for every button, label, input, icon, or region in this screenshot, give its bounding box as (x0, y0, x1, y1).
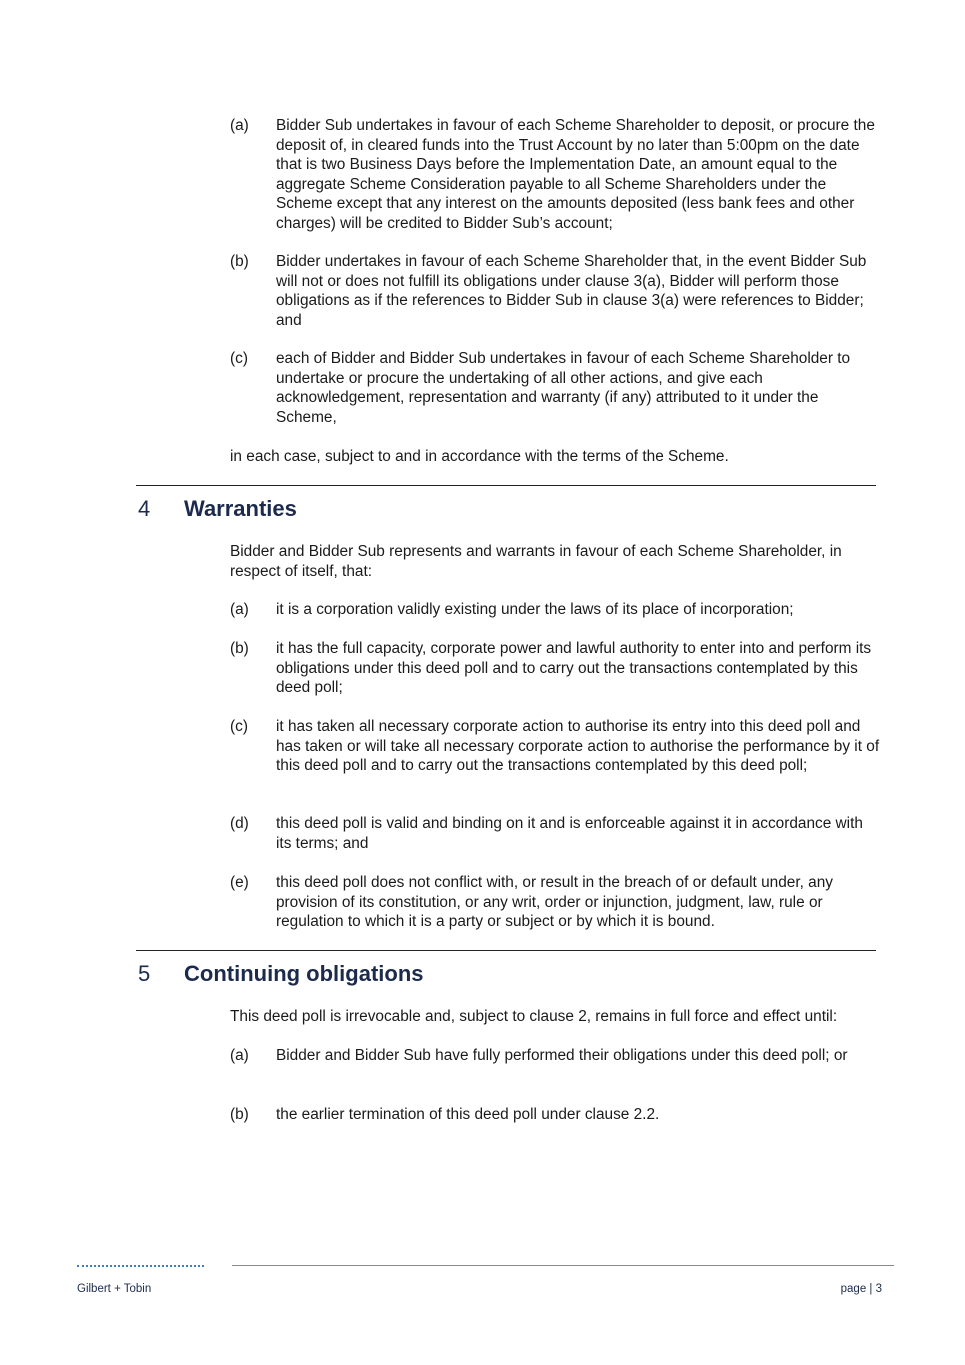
footer-firm-name: Gilbert + Tobin (77, 1283, 152, 1295)
clause-text: Bidder undertakes in favour of each Scheme Shareholder that, in the event Bidder Sub will not or does not fulfill its obligations under clause 3(a), Bidder will perform those obligations as if the references to Bidder Sub in clause 3(a) were references to Bidder; and (276, 253, 867, 329)
section-title: Warranties (184, 496, 297, 521)
section-divider (136, 950, 876, 951)
section-number: 5 (138, 961, 151, 986)
clause-4c (230, 717, 880, 776)
clause-4b (230, 639, 880, 698)
clause-text: this deed poll does not conflict with, or result in the breach of or default under, any provision of its constitution, or any writ, order or injunction, judgment, law, rule or regulation to which it is a party or subject or by which it is bound. (276, 874, 833, 931)
section-number: 4 (138, 496, 151, 521)
clause-label: (a) (230, 1047, 249, 1064)
clause-4e (230, 873, 880, 932)
clause-text: it has taken all necessary corporate action to authorise its entry into this deed poll and has taken or will take all necessary corporate action to authorise the performance by it of this deed poll and to carry out the transactions contemplated by this deed poll; (276, 718, 880, 775)
clause-label: (b) (230, 640, 249, 657)
clause-label: (c) (230, 718, 248, 735)
section-title: Continuing obligations (184, 961, 424, 986)
clause-text: this deed poll is valid and binding on it and is enforceable against it in accordance with its terms; and (276, 815, 863, 852)
clause-3b (230, 252, 880, 330)
clause-label: (d) (230, 815, 249, 832)
clause-5b (230, 1105, 880, 1125)
clause-label: (a) (230, 601, 249, 618)
clause-label: (b) (230, 1106, 249, 1123)
footer-page-number: page | 3 (840, 1283, 882, 1295)
footer-rule (232, 1265, 894, 1266)
clause-5a (230, 1046, 880, 1066)
clause-label: (a) (230, 117, 249, 134)
clause-text: it has the full capacity, corporate power and lawful authority to enter into and perform its obligations under this deed poll and to carry out the transactions contemplated by this deed poll; (276, 640, 872, 697)
clause-4a (230, 600, 880, 620)
footer-dotted-rule (77, 1265, 204, 1267)
section-divider (136, 485, 876, 486)
clause-text: Bidder and Bidder Sub have fully performed their obligations under this deed poll; or (276, 1047, 848, 1064)
clause-text: Bidder Sub undertakes in favour of each Scheme Shareholder to deposit, or procure the deposit of, in cleared funds into the Trust Account by no later than 5:00pm on the date that is two Business Days before the Implementation Date, an amount equal to the aggregate Scheme Consideration payable to all Scheme Shareholders under the Scheme except that any interest on the amounts deposited (less bank fees and other charges) will be credited to Bidder Sub’s account; (276, 117, 875, 232)
clause-label: (b) (230, 253, 249, 270)
clause-4d (230, 814, 880, 853)
clause-label: (c) (230, 350, 248, 367)
clause-text: it is a corporation validly existing under the laws of its place of incorporation; (276, 601, 794, 618)
section-4-intro: Bidder and Bidder Sub represents and warrants in favour of each Scheme Shareholder, in respect of itself, that: (230, 543, 842, 580)
clause-text: the earlier termination of this deed poll under clause 2.2. (276, 1106, 660, 1123)
clause-text: each of Bidder and Bidder Sub undertakes in favour of each Scheme Shareholder to undertake or procure the undertaking of all other actions, and give each acknowledgement, representation and warranty (if any) attributed to it under the Scheme, (276, 350, 851, 426)
clause-3-closing: in each case, subject to and in accordance with the terms of the Scheme. (230, 448, 729, 465)
clause-3a (230, 116, 880, 234)
clause-3c (230, 349, 880, 427)
section-5-intro: This deed poll is irrevocable and, subject to clause 2, remains in full force and effect until: (230, 1008, 838, 1025)
clause-label: (e) (230, 874, 249, 891)
